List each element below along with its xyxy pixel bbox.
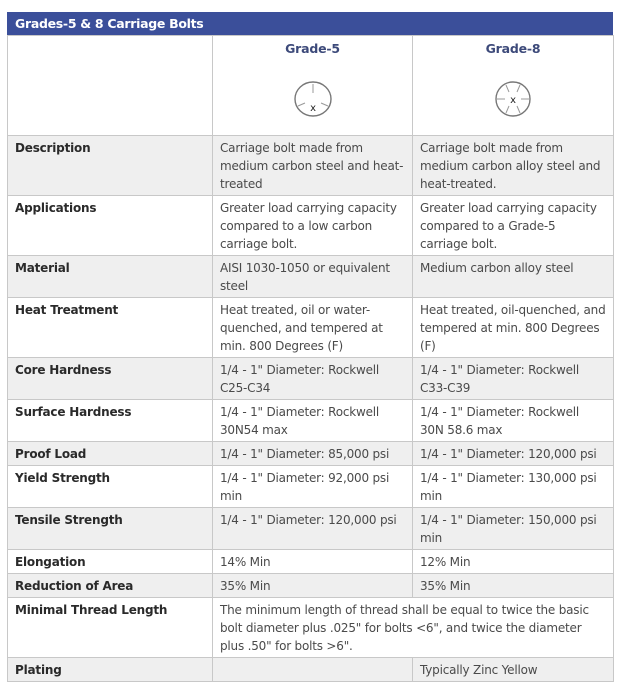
row-core-hardness (8, 358, 614, 400)
grade-8-value: Greater load carrying capacity compared to a Grade-5 carriage bolt. (413, 196, 614, 256)
grade-5-value (213, 658, 413, 682)
grade-8-value: 1/4 - 1" Diameter: 150,000 psi min (413, 508, 614, 550)
grade-5-value: 1/4 - 1" Diameter: Rockwell C25-C34 (213, 358, 413, 400)
grade-8-value: 1/4 - 1" Diameter: Rockwell 30N 58.6 max (413, 400, 614, 442)
spec-table (7, 35, 614, 682)
row-proof-load (8, 442, 614, 466)
row-label: Surface Hardness (8, 400, 213, 442)
grade-8-value: Typically Zinc Yellow (413, 658, 614, 682)
row-label: Description (8, 136, 213, 196)
row-label: Reduction of Area (8, 574, 213, 598)
grade-8-header-cell (413, 36, 614, 136)
grade-8-value: 1/4 - 1" Diameter: 120,000 psi (413, 442, 614, 466)
row-label: Minimal Thread Length (8, 598, 213, 658)
row-surface-hardness (8, 400, 614, 442)
row-plating (8, 658, 614, 682)
row-label: Material (8, 256, 213, 298)
grade-8-value: 35% Min (413, 574, 614, 598)
carriage-bolt-grades-table (7, 12, 613, 682)
grade-5-value: 14% Min (213, 550, 413, 574)
row-material (8, 256, 614, 298)
grade-8-value: 1/4 - 1" Diameter: Rockwell C33-C39 (413, 358, 614, 400)
row-elongation (8, 550, 614, 574)
grade-5-value: 1/4 - 1" Diameter: 92,000 psi min (213, 466, 413, 508)
row-label: Proof Load (8, 442, 213, 466)
svg-text:x: x (309, 103, 316, 114)
grade-8-value: Carriage bolt made from medium carbon alloy steel and heat-treated. (413, 136, 614, 196)
row-reduction-of-area (8, 574, 614, 598)
row-applications (8, 196, 614, 256)
grade-8-value: Medium carbon alloy steel (413, 256, 614, 298)
grade-5-value: 1/4 - 1" Diameter: 85,000 psi (213, 442, 413, 466)
grade-8-value: Heat treated, oil-quenched, and tempered at min. 800 Degrees (F) (413, 298, 614, 358)
grade-5-value: 1/4 - 1" Diameter: Rockwell 30N54 max (213, 400, 413, 442)
grade-8-head-marking-icon (493, 80, 533, 118)
row-label: Heat Treatment (8, 298, 213, 358)
grade-5-header-cell (213, 36, 413, 136)
grade-8-label: Grade-8 (485, 41, 541, 56)
grade-5-value: AISI 1030-1050 or equivalent steel (213, 256, 413, 298)
grade-5-label: Grade-5 (285, 41, 340, 56)
row-description (8, 136, 614, 196)
row-heat-treatment (8, 298, 614, 358)
row-tensile-strength (8, 508, 614, 550)
grade-8-value: 12% Min (413, 550, 614, 574)
row-label: Elongation (8, 550, 213, 574)
row-label: Plating (8, 658, 213, 682)
grade-5-head-marking-icon (293, 80, 333, 118)
row-minimal-thread-length (8, 598, 614, 658)
grade-5-value: 1/4 - 1" Diameter: 120,000 psi (213, 508, 413, 550)
grade-5-value: Carriage bolt made from medium carbon steel and heat-treated (213, 136, 413, 196)
row-label: Core Hardness (8, 358, 213, 400)
row-yield-strength (8, 466, 614, 508)
grade-header-row (8, 36, 614, 136)
svg-text:x: x (510, 95, 516, 106)
grade-5-value: 35% Min (213, 574, 413, 598)
row-label: Applications (8, 196, 213, 256)
grade-5-value: Greater load carrying capacity compared to a low carbon carriage bolt. (213, 196, 413, 256)
both-grades-value: The minimum length of thread shall be equal to twice the basic bolt diameter plus .025" for bolts <6", and twice the diameter plus .50" for bolts >6". (213, 598, 614, 658)
empty-corner-cell (8, 36, 213, 136)
row-label: Tensile Strength (8, 508, 213, 550)
grade-5-value: Heat treated, oil or water-quenched, and tempered at min. 800 Degrees (F) (213, 298, 413, 358)
grade-8-value: 1/4 - 1" Diameter: 130,000 psi min (413, 466, 614, 508)
table-title: Grades-5 & 8 Carriage Bolts (7, 12, 613, 35)
row-label: Yield Strength (8, 466, 213, 508)
